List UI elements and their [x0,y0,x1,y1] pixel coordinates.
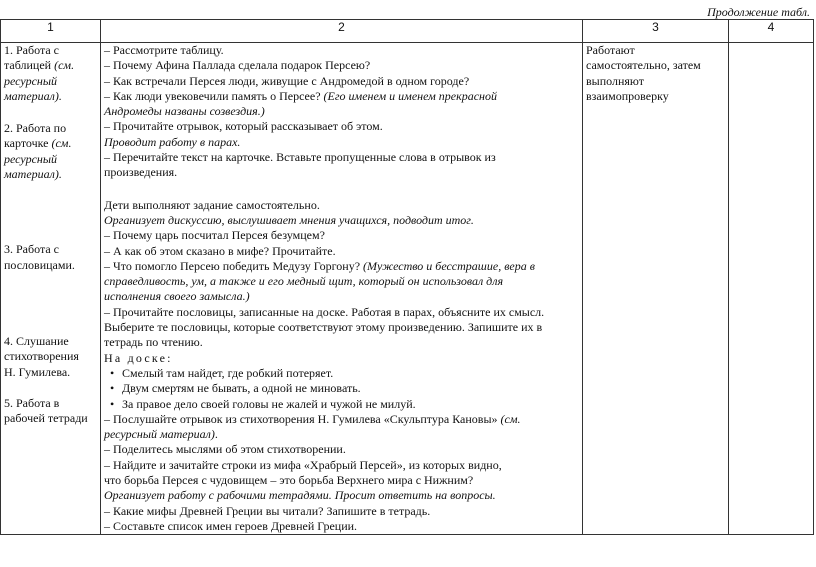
stage-3-title: 3. Работа с [4,242,59,257]
stage-1-title: 1. Работа с [4,43,59,57]
activity-line [104,412,579,427]
reference-note: ресурсный материал) [104,427,215,442]
answer-text: исполнения своего замысла.) [104,289,250,304]
stage-5 [4,396,97,427]
student-note: взаимопроверку [586,88,669,103]
stage-2-text: карточке [4,136,52,151]
stage-1 [4,43,97,104]
stage-1-text: таблицей [4,58,55,73]
stage-2-line-2 [4,136,97,151]
stage-2-note-2: ресурсный [4,151,57,166]
proverb-text: Смелый там найдет, где робкий потеряет. [122,365,334,380]
stage-3-text: пословицами. [4,257,75,272]
activity-line: – Прочитайте пословицы, записанные на доске. Работая в парах, объясните их смысл. [104,304,545,319]
stage-2-title: 2. Работа по [4,121,67,136]
question-text: – Послушайте отрывок из стихотворения Н. Гумилева «Скульптура Кановы» [104,411,501,426]
activity-line: – Почему Афина Паллада сделала подарок Персею? [104,58,371,73]
stage-1-note-3: материал). [4,88,62,103]
activity-line: – А как об этом сказано в мифе? Прочитайте. [104,243,336,258]
activity-line: – Как встречали Персея люди, живущие с Андромедой в одном городе? [104,73,470,88]
stage-4-text-2: Н. Гумилева. [4,364,71,379]
column-number-2: 2 [101,20,583,43]
answer-text: (Его именем и именем прекрасной [323,88,498,103]
stage-5-text: рабочей тетради [4,411,88,426]
activity-line: – Перечитайте текст на карточке. Вставьте пропущенные слова в отрывок из [104,150,496,165]
bullet-icon: • [110,396,115,411]
board-heading: На доске: [104,350,173,365]
stage-1-note-2: ресурсный [4,73,57,88]
activity-line: – Рассмотрите таблицу. [104,43,224,57]
student-note: Работают [586,43,635,57]
activity-line: – Поделитесь мыслями об этом стихотворении. [104,442,346,457]
activity-line: произведения. [104,165,178,180]
activity-line: – Прочитайте отрывок, который рассказывает об этом. [104,119,383,134]
activity-line: тетрадь по чтению. [104,335,203,350]
answer-text: справедливость, ум, а также и его медный щит, который он использовал для [104,274,504,289]
proverb-text: За правое дело своей головы не жалей и чужой не милуй. [122,396,416,411]
teacher-note: Проводит работу в парах. [104,134,241,149]
activity-line: – Почему царь посчитал Персея безумцем? [104,228,325,243]
stage-2-note-3: материал). [4,167,62,182]
header-row [1,20,814,43]
column-number-1: 1 [1,20,101,43]
continuation-label: Продолжение табл. [707,5,810,19]
period-text: . [214,427,218,442]
activities-cell [101,43,583,535]
activity-line: – Составьте список имен героев Древней Греции. [104,518,358,533]
stages-cell [1,43,101,535]
answer-text: Андромеды названы созвездия.) [104,104,265,119]
proverb-item [104,381,579,396]
activity-line [104,259,579,274]
empty-cell [729,43,814,535]
activity-line [104,89,579,104]
reference-note: (см. [500,411,521,426]
stage-2-note: (см. [51,136,72,151]
stage-2 [4,121,97,182]
stage-1-note: (см. [54,58,75,73]
content-row [1,43,814,535]
student-note: самостоятельно, затем [586,58,701,73]
teacher-note: Организует работу с рабочими тетрадями. Просит ответить на вопросы. [104,488,496,503]
proverb-item [104,397,579,412]
bullet-icon: • [110,365,115,380]
lesson-table [0,19,814,535]
question-text: – Что помогло Персею победить Медузу Горгону? [104,258,364,273]
student-activity-cell [583,43,729,535]
activity-line: – Какие мифы Древней Греции вы читали? Запишите в тетрадь. [104,503,431,518]
stage-1-line-2 [4,58,97,73]
stage-4-title: 4. Слушание [4,333,69,348]
activity-line: Выберите те пословицы, которые соответствуют этому произведению. Запишите их в [104,320,543,335]
activity-line: Дети выполняют задание самостоятельно. [104,197,320,212]
teacher-note: Организует дискуссию, выслушивает мнения учащихся, подводит итог. [104,212,474,227]
activity-line [104,427,579,442]
column-number-3: 3 [583,20,729,43]
question-text: – Как люди увековечили память о Персее? [104,88,324,103]
stage-5-title: 5. Работа в [4,395,60,410]
proverb-item [104,366,579,381]
bullet-icon: • [110,381,115,396]
column-number-4: 4 [729,20,814,43]
stage-3 [4,242,97,273]
student-note: выполняют [586,73,644,88]
stage-4 [4,334,97,380]
activity-line: – Найдите и зачитайте строки из мифа «Храбрый Персей», из которых видно, [104,457,502,472]
stage-4-text: стихотворения [4,349,79,364]
answer-text: (Мужество и бесстрашие, вера в [363,258,535,273]
proverb-text: Двум смертям не бывать, а одной не миновать. [122,381,361,396]
activity-line: что борьба Персея с чудовищем – это борьба Верхнего мира с Нижним? [104,473,474,488]
